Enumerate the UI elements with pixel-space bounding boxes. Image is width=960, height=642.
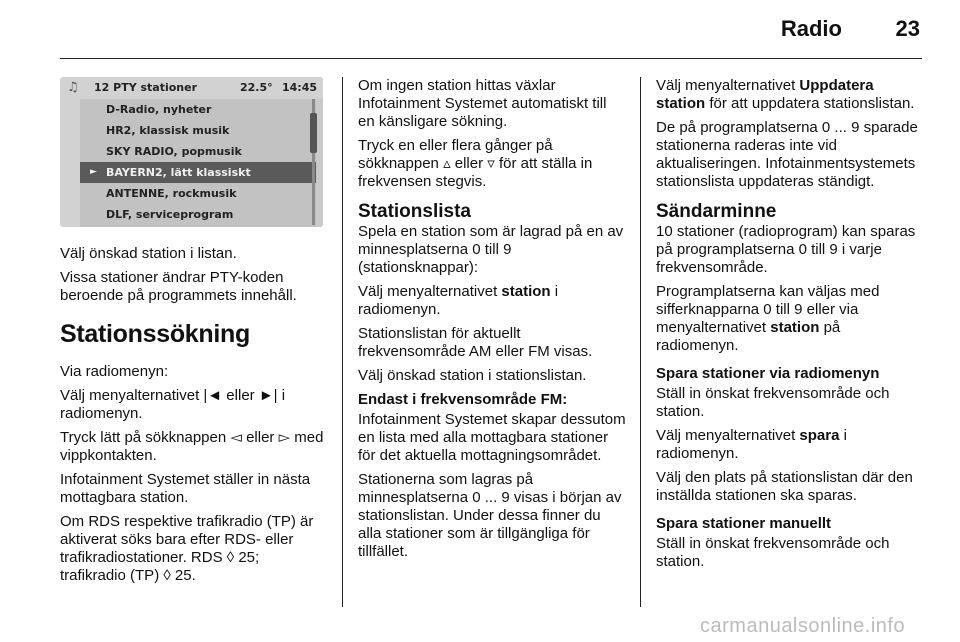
subsection-heading: Stationslista [358, 201, 471, 222]
bold-subheading: Endast i frekvensområde FM: [358, 391, 568, 408]
paragraph: Välj den plats på stationslistan där den inställda stationen ska sparas. [656, 469, 913, 504]
station-list-item[interactable] [80, 120, 316, 141]
display-left-bar [60, 99, 80, 227]
column-divider [640, 77, 641, 607]
paragraph: Infotainment Systemet skapar dessutom en lista med alla mottagbara stationer för det aktuella mottagningsområdet. [358, 411, 626, 464]
selection-arrow-icon: ► [90, 167, 97, 177]
subsection-heading: Sändarminne [656, 201, 777, 222]
text: på radiomenyn. [656, 319, 841, 354]
watermark: carmanualsonline.info [700, 615, 906, 637]
radio-display-screenshot [60, 77, 323, 227]
paragraph [656, 427, 922, 463]
column-2 [358, 77, 626, 567]
text: Välj menyalternativet [656, 77, 800, 94]
text: för att uppdatera stationslistan. [705, 95, 915, 112]
paragraph: Infotainment Systemet ställer in nästa mottagbara station. [60, 471, 311, 506]
bold-subheading: Spara stationer manuellt [656, 515, 832, 532]
station-label: HR2, klassisk musik [106, 124, 230, 137]
page-header [60, 0, 922, 59]
display-temperature: 22.5° [240, 81, 273, 94]
paragraph: Välj önskad station i listan. [60, 245, 237, 262]
menu-term: station [770, 319, 820, 336]
paragraph [656, 77, 922, 113]
paragraph: 10 stationer (radioprogram) kan sparas på programplatserna 0 till 9 i varje frekvensområde. [656, 223, 916, 276]
display-status-bar [60, 77, 323, 99]
paragraph: Stationerna som lagras på minnesplatserna 0 ... 9 visas i början av stationslistan. Under dessa finner du alla stationer som är tillgängliga för tillfället. [358, 471, 622, 560]
paragraph: Via radiomenyn: [60, 363, 169, 380]
paragraph: Vissa stationer ändrar PTY-koden beroende på programmets innehåll. [60, 269, 297, 304]
station-list-item[interactable] [80, 204, 316, 225]
text: i radiomenyn. [656, 427, 847, 462]
station-list-item[interactable] [80, 183, 316, 204]
menu-term: station [501, 283, 551, 300]
paragraph: Om ingen station hittas växlar Infotainment Systemet automatiskt till en känsligare sökning. [358, 77, 607, 130]
station-label: SKY RADIO, popmusik [106, 145, 242, 158]
page-number: 23 [895, 16, 920, 41]
paragraph: Ställ in önskat frekvensområde och station. [656, 385, 890, 420]
section-title: Radio [780, 16, 842, 41]
station-label: D-Radio, nyheter [106, 103, 212, 116]
station-list-item[interactable] [80, 99, 316, 120]
station-list [80, 99, 316, 227]
display-time: 14:45 [282, 81, 318, 94]
bold-subheading: Spara stationer via radiomenyn [656, 365, 880, 382]
column-1 [60, 77, 328, 591]
text: Välj menyalternativet [358, 283, 502, 300]
station-list-item[interactable] [80, 162, 316, 183]
text: Välj menyalternativet [656, 427, 800, 444]
paragraph: Välj menyalternativet |◄ eller ►| i radiomenyn. [60, 387, 286, 422]
section-heading: Stationssökning [60, 320, 250, 348]
text: i radiomenyn. [358, 283, 559, 318]
display-scrollbar [310, 113, 317, 153]
paragraph [656, 283, 922, 355]
paragraph: Välj önskad station i stationslistan. [358, 367, 587, 384]
station-label: ANTENNE, rockmusik [106, 187, 237, 200]
display-title: 12 PTY stationer [94, 81, 198, 94]
paragraph: De på programplatserna 0 ... 9 sparade stationerna raderas inte vid aktualiseringen. Infotainmentsystemets stationslista uppdateras ständigt. [656, 119, 918, 190]
paragraph: Ställ in önskat frekvensområde och station. [656, 535, 890, 570]
menu-term: spara [799, 427, 840, 444]
station-label: DLF, serviceprogram [106, 208, 234, 221]
paragraph: Stationslistan för aktuellt frekvensområde AM eller FM visas. [358, 325, 593, 360]
station-label: BAYERN2, lätt klassiskt [106, 166, 251, 179]
paragraph [358, 283, 626, 319]
column-3 [656, 77, 922, 577]
text: Programplatserna kan väljas med sifferknapparna 0 till 9 eller via menyalternativet [656, 283, 880, 336]
menu-term: Uppdatera station [656, 77, 874, 112]
music-note-icon: ♫ [67, 80, 79, 95]
paragraph: Tryck en eller flera gånger på sökknappen ▵ eller ▿ för att ställa in frekvensen stegvis. [358, 137, 593, 190]
paragraph: Om RDS respektive trafikradio (TP) är aktiverat söks bara efter RDS- eller trafikradiostationer. RDS ◊ 25; trafikradio (TP) ◊ 25. [60, 513, 314, 584]
paragraph: Spela en station som är lagrad på en av minnesplatserna 0 till 9 (stationsknappar): [358, 223, 624, 276]
column-divider [342, 77, 343, 607]
station-list-item[interactable] [80, 141, 316, 162]
paragraph: Tryck lätt på sökknappen ◅ eller ▻ med vippkontakten. [60, 429, 324, 464]
